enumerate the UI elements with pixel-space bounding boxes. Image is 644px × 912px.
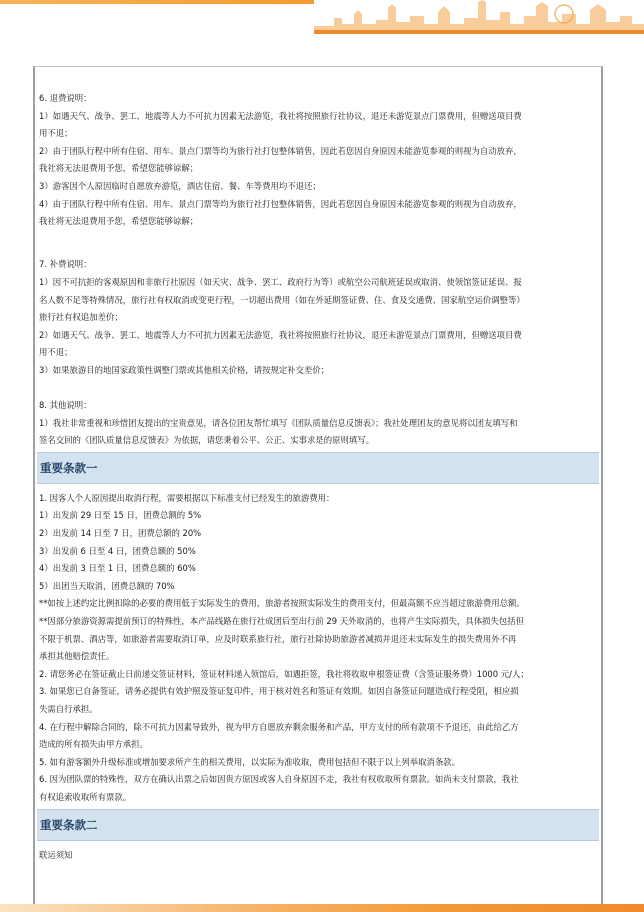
refund-line: 4）由于团队行程中所有住宿、用车、景点门票等均为旅行社打包整体销售，因此若您因自身原因未能游览参观的则视为自动放弃，	[39, 198, 522, 209]
clause2-header-text: 重要条款二	[40, 817, 98, 832]
clause1-line: 1. 因客人个人原因提出取消行程，需要根据以下标准支付已经发生的旅游费用：	[39, 492, 335, 503]
supplement-section	[37, 256, 599, 379]
supplement-line: 用不退；	[39, 347, 73, 358]
clause1-line: 2）出发前 14 日至 7 日，团费总额的 20%	[39, 528, 202, 539]
refund-line: 3）游客因个人原因临时自愿放弃游览，酒店住宿、餐、车等费用均不退还；	[39, 180, 321, 191]
supplement-line: 2）如遇天气、战争、罢工、地震等人力不可抗力因素无法游览，我社将按照旅行社协议，退还未游览景点门票费用，但赠送项目费	[39, 329, 522, 340]
top-banner	[0, 0, 644, 36]
supplement-title: 7. 补费说明：	[39, 259, 92, 270]
supplement-line: 1）因不可抗拒的客观原因和非旅行社原因（如天灾、战争、罢工、政府行为等）或航空公司航班延误或取消、使领馆签证延误、报	[39, 276, 522, 287]
clause1-line: 3. 如果您已自备签证，请务必提供有效护照及签证复印件，用于核对姓名和签证有效期。如因自备签证问题造成行程受阻，相应损	[39, 686, 519, 697]
refund-section	[37, 90, 599, 231]
clause1-line: 5. 如有游客额外升级标准或增加要求所产生的相关费用，以实际为准收取，费用包括但不限于以上列举取消条款。	[39, 756, 461, 767]
refund-line: 我社将无法退费用予您，希望您能够谅解；	[39, 216, 199, 227]
clause1-line: **因部分旅游资源需提前预订的特殊性，本产品线路在旅行社成团后至出行前 29 天外取消的，也将产生实际损失，具体损失包括但	[39, 616, 524, 627]
clause2-line: 联运须知	[39, 849, 73, 860]
supplement-line: 名人数不足等特殊情况，旅行社有权取消或变更行程，一切超出费用（如在外延期签证费、住、食及交通费、国家航空运价调整等）	[39, 294, 525, 305]
other-title: 8. 其他说明：	[39, 400, 92, 411]
bottom-banner	[0, 898, 644, 912]
clause1-line: 2. 请您务必在签证截止日前递交签证材料，签证材料递入领馆后，如遇拒签，我社将收取申根签证费（含签证服务费）1000 元/人；	[39, 668, 529, 679]
bottom-orange-band	[0, 904, 644, 912]
other-section	[37, 397, 599, 450]
refund-line: 1）如遇天气、战争、罢工、地震等人力不可抗力因素无法游览，我社将按照旅行社协议，退还未游览景点门票费用，但赠送项目费	[39, 110, 522, 121]
clause1-line: 4. 在行程中解除合同的，除不可抗力因素导致外，视为甲方自愿放弃剩余服务和产品，甲方支付的所有款项不予退还，由此给乙方	[39, 721, 519, 732]
document-content	[37, 66, 599, 912]
clause1-line: 不限于机票、酒店等，如旅游者需要取消订单，应及时联系旅行社，旅行社除协助旅游者减损并退还未实际发生的损失费用外不再	[39, 633, 517, 644]
refund-line: 2）由于团队行程中所有住宿、用车、景点门票等均为旅行社打包整体销售，因此若您因自身原因未能游览参观的则视为自动放弃，	[39, 145, 522, 156]
clause1-line: 6. 因为团队票的特殊性，双方在确认出票之后如因贵方原因或客人自身原因不走，我社有权收取所有票款。如尚未支付票款，我社	[39, 774, 519, 785]
other-line: 1）我社非常重视和珍惜团友提出的宝贵意见，请各位团友帮忙填写《团队质量信息反馈表》；我社处理团友的意见将以团友填写和	[39, 417, 518, 428]
clause1-header	[37, 452, 599, 484]
clause2-section	[37, 847, 599, 865]
clause1-header-text: 重要条款一	[40, 460, 98, 475]
clause1-line: 4）出发前 3 日至 1 日，团费总额的 60%	[39, 563, 196, 574]
other-line: 签名交回的《团队质量信息反馈表》为依据，请您秉着公平、公正、实事求是的原则填写。	[39, 435, 374, 446]
refund-line: 我社将无法退费用予您，希望您能够谅解；	[39, 163, 199, 174]
clause2-header	[37, 809, 599, 841]
refund-line: 用不退；	[39, 128, 73, 139]
clause1-section	[37, 490, 599, 807]
clause1-line: 1）出发前 29 日至 15 日，团费总额的 5%	[39, 510, 202, 521]
clause1-line: 5）出团当天取消，团费总额的 70%	[39, 580, 175, 591]
clause1-line: **如按上述约定比例扣除的必要的费用低于实际发生的费用，旅游者按照实际发生的费用支付，但最高额不应当超过旅游费用总额。	[39, 598, 525, 609]
clause1-line: 造成的所有损失由甲方承担。	[39, 739, 148, 750]
supplement-line: 3）如果旅游目的地国家政策性调整门票或其他相关价格，请按规定补交差价；	[39, 364, 330, 375]
clause1-line: 有权追索收取所有票款。	[39, 791, 132, 802]
clause1-line: 承担其他赔偿责任。	[39, 651, 115, 662]
refund-title: 6. 退费说明：	[39, 93, 92, 103]
city-skyline-decoration	[314, 0, 644, 34]
supplement-line: 旅行社有权追加差价；	[39, 312, 123, 323]
clause1-line: 失需自行承担。	[39, 704, 98, 714]
clause1-line: 3）出发前 6 日至 4 日，团费总额的 50%	[39, 545, 196, 556]
